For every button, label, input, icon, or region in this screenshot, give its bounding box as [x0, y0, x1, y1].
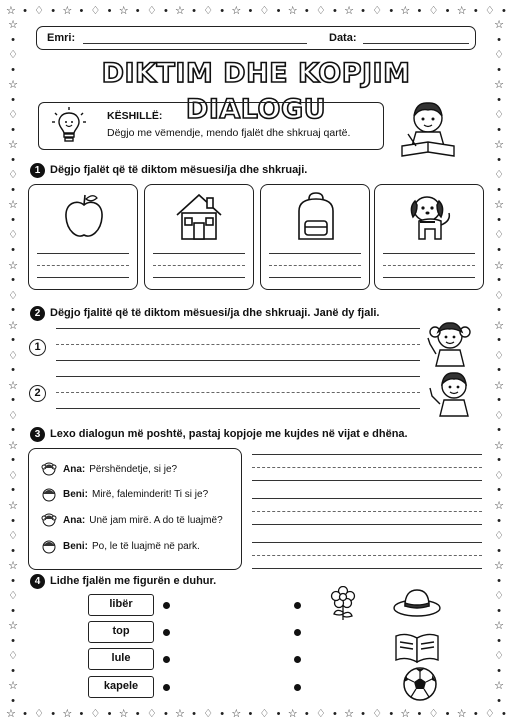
border-star-icon: ☆	[287, 5, 298, 17]
border-star-icon: ♢	[146, 5, 157, 17]
border-star-icon: •	[11, 454, 15, 467]
border-star-icon: ☆	[8, 259, 18, 272]
border-star-icon: ☆	[8, 620, 18, 633]
border-star-icon: ♢	[484, 708, 495, 720]
dialogue-speaker: Beni:	[63, 540, 88, 552]
border-star-icon: •	[192, 5, 196, 17]
border-star-icon: ☆	[494, 259, 504, 272]
border-star-icon: •	[497, 183, 501, 196]
border-star-icon: ♢	[90, 5, 101, 17]
write-line[interactable]	[56, 376, 420, 377]
border-star-icon: •	[497, 484, 501, 497]
border-star-icon: ☆	[8, 199, 18, 212]
border-star-icon: •	[107, 708, 112, 720]
border-star-icon: ♢	[8, 349, 18, 362]
border-star-icon: •	[497, 334, 501, 347]
write-line[interactable]	[153, 253, 245, 254]
border-star-icon: •	[11, 364, 15, 377]
border-star-icon: •	[497, 93, 501, 106]
border-star-icon: ☆	[8, 680, 18, 693]
border-star-icon: •	[497, 274, 501, 287]
border-star-icon: •	[11, 424, 15, 437]
book-icon	[394, 630, 440, 664]
match-dot-right[interactable]	[294, 656, 301, 663]
border-star-icon: ♢	[494, 650, 504, 663]
section-1-instruction: Dëgjo fjalët që të diktom mësuesi/ja dhe shkruaji.	[50, 164, 308, 176]
write-line[interactable]	[383, 253, 475, 254]
border-star-icon: ☆	[494, 79, 504, 92]
border-star-icon: ♢	[259, 708, 270, 720]
border-star-icon: ♢	[494, 409, 504, 422]
word-card-dog	[374, 184, 484, 290]
border-star-icon: ☆	[494, 379, 504, 392]
border-star-icon: •	[23, 5, 27, 17]
border-star-icon: •	[361, 5, 366, 17]
border-star-icon: ♢	[8, 109, 18, 122]
border-star-icon: ☆	[400, 708, 411, 720]
border-star-icon: •	[361, 708, 366, 720]
dialogue-text: Mirë, faleminderit! Ti si je?	[92, 488, 209, 500]
border-star-icon: ☆	[8, 319, 18, 332]
border-star-icon: •	[497, 243, 501, 256]
border-star-icon: ☆	[8, 139, 18, 152]
tip-title: KËSHILLË:	[107, 110, 163, 122]
border-star-icon: ♢	[494, 530, 504, 543]
write-line[interactable]	[252, 498, 482, 499]
border-star-icon: •	[473, 5, 478, 17]
border-star-icon: •	[248, 708, 253, 720]
match-dot-left[interactable]	[163, 656, 170, 663]
border-star-icon: •	[497, 424, 501, 437]
border-star-icon: •	[497, 364, 501, 377]
ball-icon	[402, 666, 438, 702]
border-star-icon: •	[11, 394, 15, 407]
border-star-icon: •	[79, 708, 84, 720]
border-star-icon: ♢	[259, 5, 270, 17]
apple-icon	[59, 191, 109, 241]
dialogue-text: Përshëndetje, si je?	[89, 463, 178, 475]
border-star-icon: •	[11, 334, 15, 347]
border-star-icon: ☆	[8, 439, 18, 452]
border-star-icon: •	[497, 694, 501, 707]
border-star-icon: •	[11, 63, 15, 76]
section-2-instruction: Dëgjo fjalitë që të diktom mësuesi/ja dhe shkruaji. Janë dy fjali.	[50, 307, 380, 319]
write-line[interactable]	[252, 568, 482, 569]
border-star-icon: ♢	[494, 289, 504, 302]
write-line[interactable]	[56, 360, 420, 361]
section-4-number: 4	[30, 574, 45, 589]
match-dot-left[interactable]	[163, 629, 170, 636]
border-star-icon: •	[11, 574, 15, 587]
border-star-icon: •	[497, 394, 501, 407]
boy-avatar-icon	[41, 538, 57, 554]
word-card-apple	[28, 184, 138, 290]
write-line[interactable]	[383, 265, 475, 266]
write-line[interactable]	[269, 253, 361, 254]
border-star-icon: •	[11, 634, 15, 647]
border-left	[6, 18, 20, 707]
border-star-icon: ♢	[315, 708, 326, 720]
match-dot-left[interactable]	[163, 684, 170, 691]
dialogue-box	[28, 448, 242, 570]
write-line[interactable]	[37, 277, 129, 278]
border-star-icon: •	[497, 454, 501, 467]
border-star-icon: ♢	[494, 349, 504, 362]
write-line[interactable]	[56, 344, 420, 345]
border-star-icon: ☆	[8, 560, 18, 573]
border-star-icon: ☆	[456, 708, 467, 720]
border-star-icon: ♢	[8, 49, 18, 62]
border-star-icon: ☆	[494, 199, 504, 212]
dialogue-line	[41, 459, 177, 479]
border-star-icon: •	[276, 708, 281, 720]
match-word-top[interactable]: top	[88, 621, 154, 643]
border-star-icon: •	[220, 5, 225, 17]
section-1-number: 1	[30, 163, 45, 178]
hat-icon	[392, 586, 442, 620]
border-star-icon: ☆	[118, 5, 129, 17]
border-star-icon: •	[497, 544, 501, 557]
name-date-box	[36, 26, 476, 50]
border-star-icon: ☆	[494, 680, 504, 693]
border-star-icon: •	[445, 5, 450, 17]
house-icon	[173, 191, 225, 243]
write-line[interactable]	[153, 265, 245, 266]
girl-avatar-icon	[41, 461, 57, 477]
border-star-icon: •	[11, 484, 15, 497]
write-line[interactable]	[56, 328, 420, 329]
border-star-icon: ♢	[8, 229, 18, 242]
border-star-icon: •	[192, 708, 196, 720]
match-word-lule[interactable]: lule	[88, 648, 154, 670]
border-star-icon: •	[497, 304, 501, 317]
border-star-icon: •	[11, 213, 15, 226]
dialogue-text: Po, le të luajmë në park.	[92, 540, 200, 552]
border-star-icon: •	[11, 694, 15, 707]
border-star-icon: ♢	[146, 708, 157, 720]
border-star-icon: ☆	[494, 439, 504, 452]
border-star-icon: ♢	[494, 49, 504, 62]
border-star-icon: •	[502, 708, 506, 720]
border-star-icon: •	[497, 574, 501, 587]
name-field[interactable]	[83, 43, 307, 44]
border-star-icon: ☆	[456, 5, 467, 17]
border-star-icon: ♢	[428, 5, 439, 17]
border-star-icon: ☆	[8, 500, 18, 512]
match-word-kapele[interactable]: kapele	[88, 676, 154, 698]
border-star-icon: •	[332, 708, 337, 720]
match-word-liber[interactable]: libër	[88, 594, 154, 616]
backpack-icon	[291, 191, 341, 243]
border-star-icon: •	[389, 708, 394, 720]
border-star-icon: ♢	[484, 5, 495, 17]
border-star-icon: •	[11, 93, 15, 106]
border-star-icon: •	[497, 514, 501, 527]
write-line[interactable]	[252, 555, 482, 556]
border-star-icon: •	[11, 514, 15, 527]
match-dot-right[interactable]	[294, 629, 301, 636]
border-star-icon: ♢	[203, 5, 214, 17]
border-star-icon: ☆	[231, 708, 242, 720]
border-star-icon: ♢	[34, 5, 45, 17]
boy-avatar-icon	[41, 486, 57, 502]
write-line[interactable]	[37, 253, 129, 254]
border-star-icon: ♢	[8, 289, 18, 302]
border-star-icon: •	[497, 604, 501, 617]
border-star-icon: ☆	[118, 708, 129, 720]
write-line[interactable]	[252, 480, 482, 481]
section-3-instruction: Lexo dialogun më poshtë, pastaj kopjoje me kujdes në vijat e dhëna.	[50, 428, 408, 440]
dialogue-line	[41, 484, 208, 504]
border-star-icon: •	[11, 274, 15, 287]
border-star-icon: ☆	[494, 500, 504, 512]
border-star-icon: •	[502, 5, 506, 17]
dialogue-speaker: Ana:	[63, 463, 86, 475]
border-star-icon: •	[497, 153, 501, 166]
border-star-icon: •	[445, 708, 450, 720]
section-2-number: 2	[30, 306, 45, 321]
border-star-icon: •	[135, 708, 140, 720]
border-star-icon: ♢	[203, 708, 214, 720]
write-line[interactable]	[269, 277, 361, 278]
border-star-icon: ☆	[8, 79, 18, 92]
date-field[interactable]	[363, 43, 469, 44]
border-star-icon: ♢	[494, 169, 504, 182]
dog-icon	[405, 191, 457, 245]
border-star-icon: •	[304, 708, 309, 720]
border-star-icon: •	[248, 5, 253, 17]
border-star-icon: ☆	[62, 5, 73, 17]
border-star-icon: •	[497, 63, 501, 76]
border-right	[492, 18, 506, 707]
border-star-icon: •	[135, 5, 140, 17]
dialogue-line	[41, 536, 200, 556]
border-star-icon: ☆	[231, 5, 242, 17]
border-star-icon: ☆	[175, 708, 185, 720]
dialogue-speaker: Ana:	[63, 514, 86, 526]
date-label: Data:	[329, 32, 357, 44]
write-line[interactable]	[269, 265, 361, 266]
write-line[interactable]	[252, 542, 482, 543]
border-star-icon: ☆	[6, 5, 16, 17]
section-4-instruction: Lidhe fjalën me figurën e duhur.	[50, 575, 217, 587]
border-star-icon: •	[473, 708, 478, 720]
boy-writing-icon	[396, 96, 462, 162]
border-star-icon: ☆	[8, 379, 18, 392]
border-star-icon: •	[79, 5, 84, 17]
border-star-icon: •	[497, 664, 501, 677]
page-title: DIKTIM DHE KOPJIM DIALOGU	[101, 58, 411, 125]
border-star-icon: ☆	[344, 5, 354, 17]
border-star-icon: ☆	[494, 560, 504, 573]
border-star-icon: •	[51, 5, 56, 17]
border-star-icon: •	[11, 604, 15, 617]
border-star-icon: ♢	[34, 708, 45, 720]
tip-box	[38, 102, 384, 150]
match-dot-left[interactable]	[163, 602, 170, 609]
border-star-icon: •	[417, 5, 422, 17]
border-star-icon: ♢	[494, 229, 504, 242]
border-star-icon: ☆	[8, 19, 18, 31]
border-star-icon: •	[497, 213, 501, 226]
border-star-icon: •	[11, 153, 15, 166]
border-star-icon: ♢	[8, 409, 18, 422]
border-star-icon: •	[11, 33, 15, 46]
dialogue-speaker: Beni:	[63, 488, 88, 500]
border-top	[6, 4, 506, 18]
write-line[interactable]	[37, 265, 129, 266]
border-star-icon: ♢	[315, 5, 326, 17]
border-star-icon: ☆	[400, 5, 411, 17]
border-star-icon: •	[51, 708, 56, 720]
border-star-icon: ☆	[6, 708, 16, 720]
match-dot-right[interactable]	[294, 684, 301, 691]
border-star-icon: •	[497, 634, 501, 647]
word-card-house	[144, 184, 254, 290]
name-label: Emri:	[47, 32, 76, 44]
border-star-icon: •	[417, 708, 422, 720]
border-star-icon: ☆	[287, 708, 298, 720]
border-star-icon: •	[107, 5, 112, 17]
flower-icon	[326, 586, 360, 622]
dialogue-text: Unë jam mirë. A do të luajmë?	[89, 514, 223, 526]
border-star-icon: •	[220, 708, 225, 720]
border-star-icon: ♢	[494, 109, 504, 122]
girl-waving-icon	[424, 316, 476, 368]
border-star-icon: •	[497, 123, 501, 136]
border-star-icon: ♢	[90, 708, 101, 720]
border-star-icon: •	[163, 708, 168, 720]
border-star-icon: •	[11, 544, 15, 557]
border-star-icon: ♢	[8, 590, 18, 603]
boy-waving-icon	[428, 366, 478, 418]
border-star-icon: ♢	[428, 708, 439, 720]
girl-avatar-icon	[41, 512, 57, 528]
word-card-backpack	[260, 184, 370, 290]
border-star-icon: •	[11, 243, 15, 256]
match-dot-right[interactable]	[294, 602, 301, 609]
border-star-icon: •	[11, 123, 15, 136]
border-star-icon: •	[163, 5, 168, 17]
sentence-number-2: 2	[29, 385, 46, 402]
write-line[interactable]	[252, 511, 482, 512]
border-star-icon: ♢	[372, 708, 383, 720]
tip-text: Dëgjo me vëmendje, mendo fjalët dhe shkruaj qartë.	[107, 127, 351, 139]
border-star-icon: •	[276, 5, 281, 17]
border-star-icon: ♢	[494, 469, 504, 482]
border-star-icon: ☆	[62, 708, 73, 720]
border-star-icon: •	[11, 304, 15, 317]
border-star-icon: •	[304, 5, 309, 17]
border-star-icon: ☆	[344, 708, 354, 720]
write-line[interactable]	[153, 277, 245, 278]
border-star-icon: •	[11, 183, 15, 196]
write-line[interactable]	[252, 467, 482, 468]
border-star-icon: ♢	[8, 530, 18, 543]
section-3-number: 3	[30, 427, 45, 442]
write-line[interactable]	[56, 392, 420, 393]
border-star-icon: •	[23, 708, 27, 720]
write-line[interactable]	[56, 408, 420, 409]
border-star-icon: •	[11, 664, 15, 677]
border-star-icon: ☆	[175, 5, 185, 17]
write-line[interactable]	[252, 524, 482, 525]
border-star-icon: ☆	[494, 620, 504, 633]
border-star-icon: ♢	[8, 169, 18, 182]
lightbulb-icon	[51, 107, 87, 145]
write-line[interactable]	[383, 277, 475, 278]
write-line[interactable]	[252, 454, 482, 455]
border-bottom	[6, 707, 506, 721]
border-star-icon: ♢	[494, 590, 504, 603]
sentence-number-1: 1	[29, 339, 46, 356]
border-star-icon: •	[389, 5, 394, 17]
border-star-icon: ☆	[494, 19, 504, 31]
border-star-icon: •	[332, 5, 337, 17]
border-star-icon: ♢	[8, 650, 18, 663]
border-star-icon: •	[497, 33, 501, 46]
border-star-icon: ☆	[494, 319, 504, 332]
border-star-icon: ♢	[8, 469, 18, 482]
dialogue-line	[41, 510, 223, 530]
border-star-icon: ☆	[494, 139, 504, 152]
border-star-icon: ♢	[372, 5, 383, 17]
